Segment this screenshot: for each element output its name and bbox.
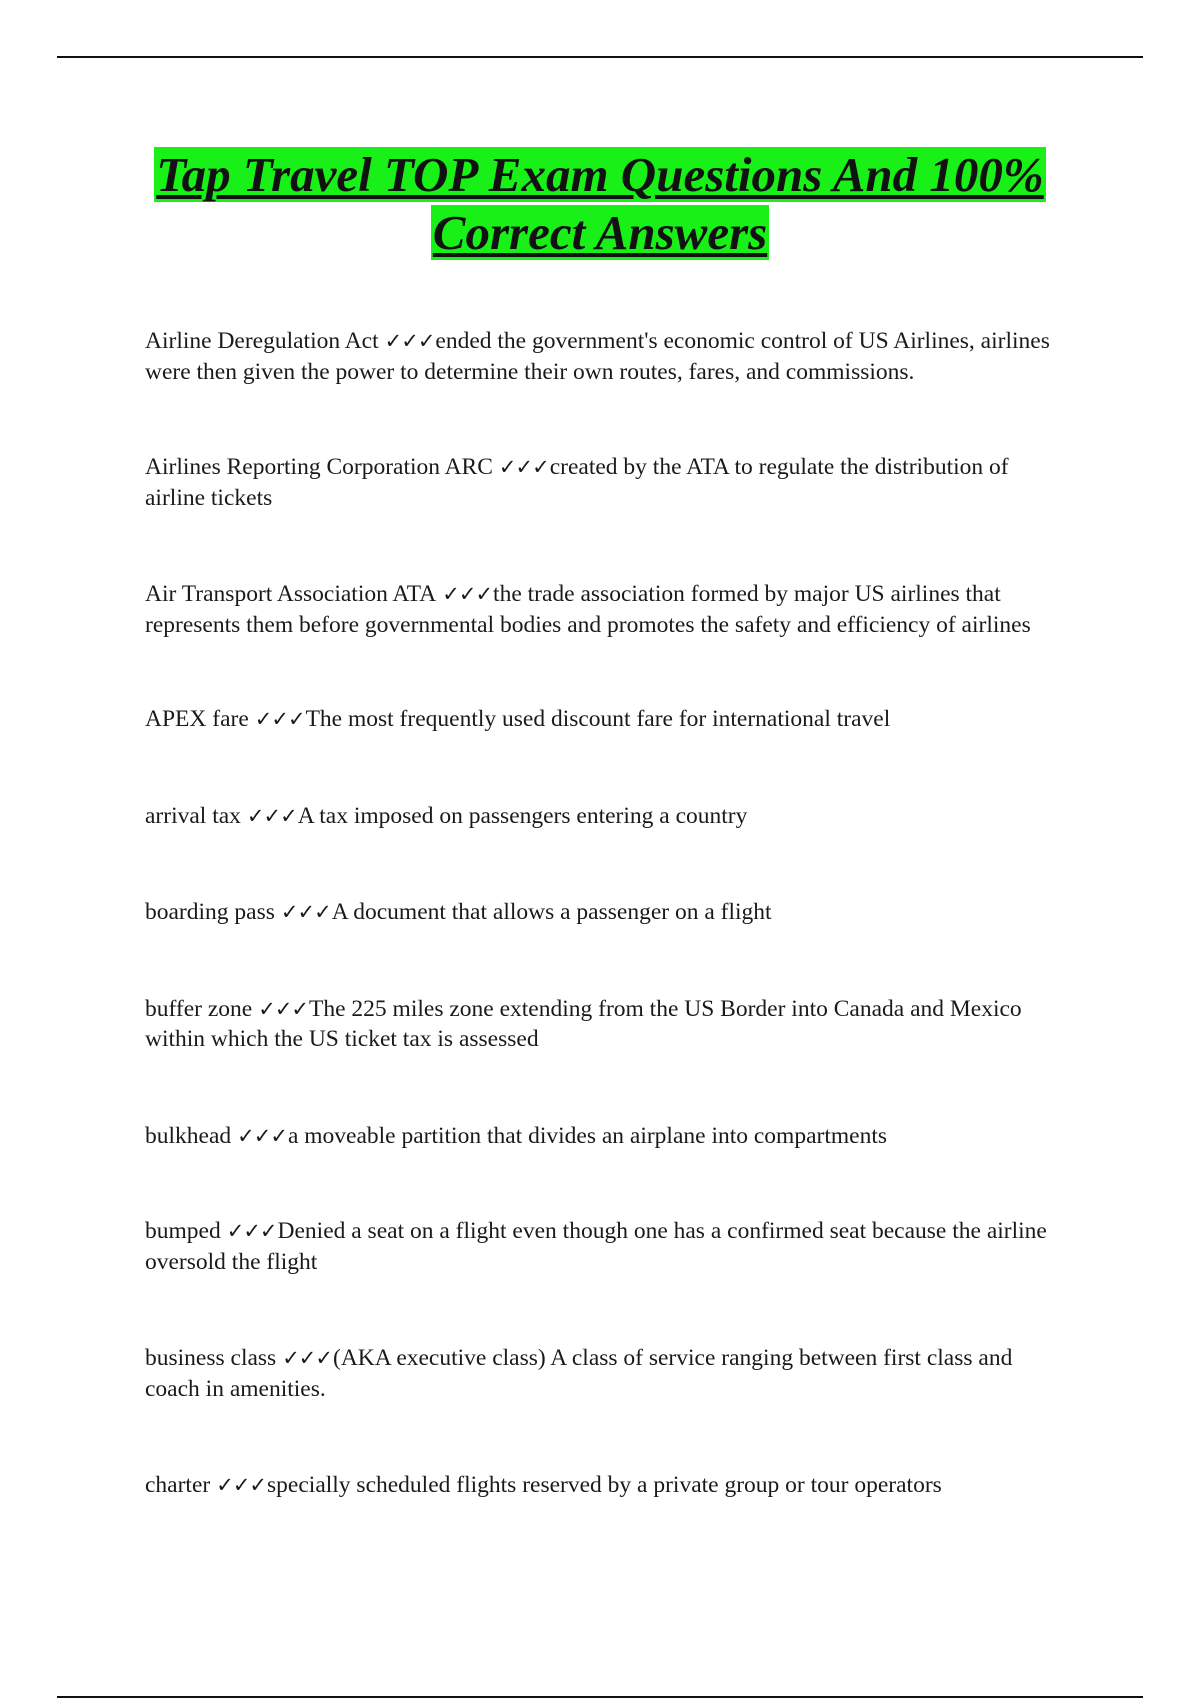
checkmark-icon: ✓✓✓: [442, 582, 493, 606]
qa-definition: a moveable partition that divides an airplane into compartments: [287, 1122, 888, 1149]
qa-definition: The most frequently used discount fare for international travel: [305, 706, 891, 732]
qa-term: bulkhead: [145, 1122, 232, 1149]
qa-term: arrival tax: [145, 802, 241, 829]
qa-entry: [145, 801, 1060, 832]
qa-entry: [145, 1121, 1060, 1152]
qa-definition: A tax imposed on passengers entering a country: [297, 802, 748, 829]
checkmark-icon: ✓✓✓: [280, 900, 331, 924]
checkmark-icon: ✓✓✓: [216, 1473, 267, 1497]
qa-list: [145, 326, 1060, 1501]
qa-term: buffer zone: [145, 995, 253, 1022]
qa-entry: [145, 326, 1060, 387]
qa-term: business class: [145, 1345, 277, 1371]
qa-term: APEX fare: [145, 706, 249, 732]
qa-entry: [145, 897, 1060, 928]
checkmark-icon: ✓✓✓: [246, 803, 297, 828]
qa-entry: [145, 1216, 1060, 1277]
top-rule: [57, 56, 1143, 58]
qa-entry: [145, 1470, 1060, 1501]
qa-definition: (AKA executive class) A class of service ranging between first class and coach in amenities.: [145, 1345, 1013, 1402]
checkmark-icon: ✓✓✓: [384, 329, 435, 353]
checkmark-icon: ✓✓✓: [282, 1346, 332, 1370]
qa-definition: The 225 miles zone extending from the US Border into Canada and Mexico within which the US ticket tax is assessed: [145, 995, 1022, 1052]
checkmark-icon: ✓✓✓: [254, 707, 305, 731]
qa-term: bumped: [145, 1218, 221, 1244]
qa-definition: A document that allows a passenger on a flight: [331, 899, 772, 925]
qa-entry: [145, 704, 1060, 735]
document-title: Tap Travel TOP Exam Questions And 100% Correct Answers: [156, 147, 1044, 260]
qa-term: boarding pass: [145, 899, 275, 925]
qa-term: Airline Deregulation Act: [145, 328, 379, 354]
checkmark-icon: ✓✓✓: [226, 1219, 277, 1243]
qa-definition: specially scheduled flights reserved by a private group or tour operators: [267, 1472, 942, 1498]
qa-definition: Denied a seat on a flight even though one has a confirmed seat because the airline oversold the flight: [145, 1218, 1047, 1275]
title-block: [100, 146, 1100, 262]
qa-definition: the trade association formed by major US airlines that represents them before governmental bodies and promotes the safety and efficiency of airlines: [145, 581, 1031, 638]
qa-entry: [145, 452, 1060, 513]
qa-entry: [145, 579, 1060, 640]
qa-term: charter: [145, 1472, 211, 1498]
qa-term: Airlines Reporting Corporation ARC: [145, 454, 493, 480]
qa-definition: ended the government's economic control of US Airlines, airlines were then given the power to determine their own routes, fares, and commissions.: [145, 328, 1050, 385]
checkmark-icon: ✓✓✓: [258, 996, 309, 1021]
qa-term: Air Transport Association ATA: [145, 581, 437, 607]
checkmark-icon: ✓✓✓: [498, 455, 549, 479]
qa-entry: [145, 994, 1060, 1055]
qa-entry: [145, 1343, 1060, 1404]
qa-definition: created by the ATA to regulate the distribution of airline tickets: [145, 454, 1009, 511]
checkmark-icon: ✓✓✓: [237, 1123, 287, 1148]
bottom-rule: [57, 1696, 1143, 1698]
